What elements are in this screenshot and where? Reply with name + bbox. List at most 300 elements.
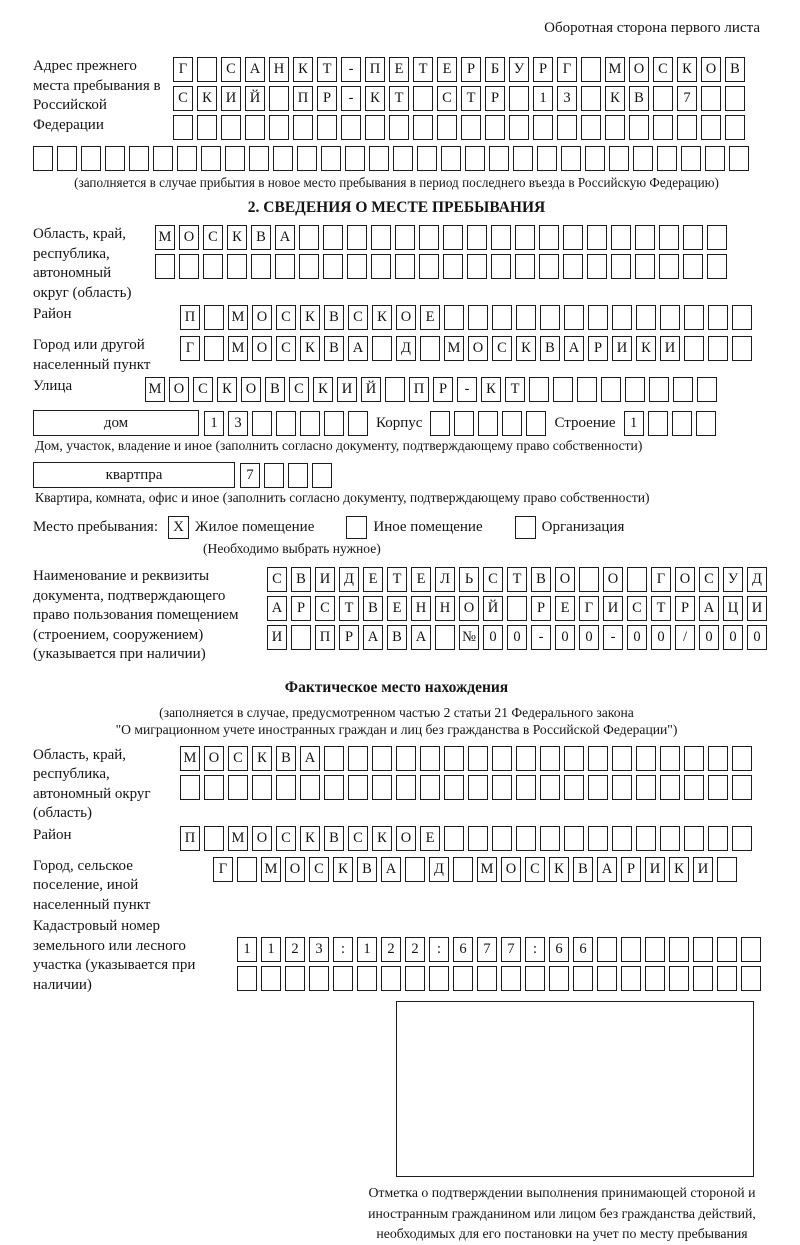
- char-cell: [553, 377, 573, 402]
- char-cell: Р: [291, 596, 311, 621]
- char-cell: [347, 225, 367, 250]
- region-block: [33, 225, 760, 303]
- char-cell: С: [437, 86, 457, 111]
- char-cell: [467, 254, 487, 279]
- char-cell: В: [387, 625, 407, 650]
- char-cell: [201, 146, 221, 171]
- char-cell: [660, 305, 680, 330]
- char-grid-row: [267, 567, 767, 592]
- char-cell: [516, 775, 536, 800]
- char-cell: [299, 225, 319, 250]
- street-label: Улица: [33, 378, 73, 394]
- char-cell: 1: [237, 937, 257, 962]
- char-cell: П: [365, 57, 385, 82]
- char-cell: [587, 254, 607, 279]
- char-cell: [323, 225, 343, 250]
- char-cell: Н: [411, 596, 431, 621]
- char-cell: [649, 377, 669, 402]
- street-block: [33, 377, 760, 406]
- char-cell: 0: [507, 625, 527, 650]
- char-cell: [725, 115, 745, 140]
- char-cell: А: [411, 625, 431, 650]
- char-cell: В: [363, 596, 383, 621]
- char-cell: [701, 86, 721, 111]
- char-cell: [237, 966, 257, 991]
- char-cell: И: [747, 596, 767, 621]
- char-cell: Г: [557, 57, 577, 82]
- char-cell: [516, 746, 536, 771]
- char-cell: [417, 146, 437, 171]
- char-cell: [605, 115, 625, 140]
- char-cell: [453, 966, 473, 991]
- char-cell: [341, 115, 361, 140]
- char-cell: [251, 254, 271, 279]
- prev-address-overflow-row: [33, 146, 760, 171]
- char-cell: [697, 377, 717, 402]
- korpus-label: Корпус: [376, 415, 423, 431]
- char-cell: С: [315, 596, 335, 621]
- char-cell: :: [429, 937, 449, 962]
- char-cell: Е: [420, 826, 440, 851]
- char-cell: С: [203, 225, 223, 250]
- stroenie-cells: [624, 411, 716, 436]
- apartment-caption: Квартира, комната, офис и иное (заполнить согласно документу, подтверждающему право собственности): [35, 490, 650, 505]
- char-cell: [526, 411, 546, 436]
- char-cell: К: [481, 377, 501, 402]
- char-cell: [708, 826, 728, 851]
- char-cell: [621, 937, 641, 962]
- char-cell: Г: [213, 857, 233, 882]
- confirmation-stamp-box: [396, 1001, 754, 1177]
- char-cell: С: [276, 305, 296, 330]
- char-cell: Н: [269, 57, 289, 82]
- char-cell: [492, 305, 512, 330]
- korpus-cells: [430, 411, 546, 436]
- char-cell: С: [309, 857, 329, 882]
- actual-district-label: Район: [33, 826, 72, 843]
- char-cell: [707, 225, 727, 250]
- char-cell: [501, 966, 521, 991]
- char-cell: [372, 336, 392, 361]
- char-cell: [453, 857, 473, 882]
- char-cell: С: [699, 567, 719, 592]
- char-cell: [725, 86, 745, 111]
- char-cell: [419, 254, 439, 279]
- char-grid-row: [173, 115, 760, 140]
- char-cell: К: [516, 336, 536, 361]
- char-cell: [693, 937, 713, 962]
- prev-address-caption: (заполняется в случае прибытия в новое место пребывания в период последнего въезда в Российскую Федерацию): [74, 175, 719, 190]
- char-cell: [609, 146, 629, 171]
- char-cell: [636, 746, 656, 771]
- char-cell: 2: [285, 937, 305, 962]
- char-grid-row: [267, 625, 767, 650]
- char-cell: [540, 305, 560, 330]
- char-cell: [659, 225, 679, 250]
- char-cell: [33, 146, 53, 171]
- char-cell: [405, 857, 425, 882]
- char-cell: [203, 254, 223, 279]
- char-cell: К: [293, 57, 313, 82]
- char-cell: [492, 775, 512, 800]
- char-cell: С: [221, 57, 241, 82]
- char-cell: К: [300, 305, 320, 330]
- char-cell: [491, 254, 511, 279]
- char-cell: О: [468, 336, 488, 361]
- char-cell: Й: [483, 596, 503, 621]
- char-cell: К: [605, 86, 625, 111]
- char-cell: [612, 775, 632, 800]
- char-cell: [732, 305, 752, 330]
- char-cell: [478, 411, 498, 436]
- char-cell: 7: [240, 463, 260, 488]
- char-cell: [717, 857, 737, 882]
- char-cell: [293, 115, 313, 140]
- char-cell: П: [409, 377, 429, 402]
- char-cell: 1: [533, 86, 553, 111]
- char-cell: С: [276, 826, 296, 851]
- char-cell: [300, 775, 320, 800]
- char-cell: [443, 254, 463, 279]
- char-cell: [509, 86, 529, 111]
- option-residential-label: Жилое помещение: [195, 519, 315, 535]
- char-cell: Д: [429, 857, 449, 882]
- char-cell: 7: [477, 937, 497, 962]
- char-cell: О: [675, 567, 695, 592]
- char-cell: К: [252, 746, 272, 771]
- char-cell: [348, 411, 368, 436]
- char-cell: [333, 966, 353, 991]
- char-cell: [454, 411, 474, 436]
- char-cell: В: [357, 857, 377, 882]
- stroenie-label: Строение: [554, 415, 616, 431]
- char-cell: [701, 115, 721, 140]
- char-cell: [708, 305, 728, 330]
- char-cell: Ц: [723, 596, 743, 621]
- char-cell: [435, 625, 455, 650]
- char-cell: Г: [651, 567, 671, 592]
- char-cell: -: [341, 57, 361, 82]
- prev-address-label: Адрес прежнего места пребывания в Российской Федерации: [33, 58, 161, 133]
- char-cell: [228, 775, 248, 800]
- char-cell: [684, 305, 704, 330]
- char-cell: [657, 146, 677, 171]
- char-cell: К: [300, 336, 320, 361]
- char-cell: 6: [549, 937, 569, 962]
- char-cell: К: [549, 857, 569, 882]
- char-cell: [669, 966, 689, 991]
- char-cell: [396, 746, 416, 771]
- char-cell: Р: [433, 377, 453, 402]
- char-cell: [502, 411, 522, 436]
- char-cell: И: [221, 86, 241, 111]
- district-block: [33, 305, 760, 334]
- char-cell: К: [333, 857, 353, 882]
- char-cell: Е: [387, 596, 407, 621]
- char-cell: В: [265, 377, 285, 402]
- char-cell: [348, 746, 368, 771]
- char-cell: О: [396, 305, 416, 330]
- house-type-box: дом: [33, 410, 199, 436]
- char-cell: [612, 305, 632, 330]
- char-cell: [627, 567, 647, 592]
- char-cell: -: [457, 377, 477, 402]
- char-grid-row: [267, 596, 767, 621]
- char-cell: О: [252, 826, 272, 851]
- char-cell: [444, 305, 464, 330]
- char-cell: [635, 254, 655, 279]
- char-cell: [465, 146, 485, 171]
- char-cell: Е: [389, 57, 409, 82]
- char-cell: [467, 225, 487, 250]
- char-cell: [405, 966, 425, 991]
- char-cell: Д: [747, 567, 767, 592]
- char-cell: С: [289, 377, 309, 402]
- char-cell: В: [291, 567, 311, 592]
- char-cell: 0: [627, 625, 647, 650]
- char-cell: К: [372, 305, 392, 330]
- char-cell: В: [573, 857, 593, 882]
- char-cell: Г: [579, 596, 599, 621]
- char-cell: О: [501, 857, 521, 882]
- stay-type-row: [33, 516, 760, 539]
- char-cell: 0: [699, 625, 719, 650]
- char-cell: [276, 411, 296, 436]
- char-cell: В: [324, 336, 344, 361]
- char-cell: Р: [339, 625, 359, 650]
- char-cell: [563, 225, 583, 250]
- char-cell: Т: [461, 86, 481, 111]
- cadastral-block: [33, 917, 760, 995]
- char-cell: М: [261, 857, 281, 882]
- actual-region-block: [33, 746, 760, 824]
- char-cell: [708, 336, 728, 361]
- char-cell: [492, 746, 512, 771]
- char-grid-row: [180, 746, 760, 771]
- char-grid-row: [155, 225, 760, 250]
- char-cell: [489, 146, 509, 171]
- char-cell: 0: [651, 625, 671, 650]
- char-grid-row: [213, 857, 760, 882]
- char-cell: А: [348, 336, 368, 361]
- char-cell: И: [660, 336, 680, 361]
- char-cell: Р: [317, 86, 337, 111]
- char-cell: [717, 937, 737, 962]
- char-cell: [468, 305, 488, 330]
- char-grid-row: [237, 937, 761, 962]
- stay-type-note: (Необходимо выбрать нужное): [203, 541, 381, 556]
- apartment-row: [33, 462, 760, 488]
- char-cell: :: [525, 937, 545, 962]
- char-cell: А: [363, 625, 383, 650]
- char-cell: 6: [453, 937, 473, 962]
- actual-location-title: Фактическое место нахождения: [284, 678, 509, 696]
- char-cell: Т: [505, 377, 525, 402]
- char-cell: И: [645, 857, 665, 882]
- char-cell: [372, 775, 392, 800]
- char-cell: [227, 254, 247, 279]
- char-cell: [732, 775, 752, 800]
- char-cell: [684, 826, 704, 851]
- char-cell: [443, 225, 463, 250]
- char-cell: [684, 336, 704, 361]
- char-cell: [204, 775, 224, 800]
- char-cell: А: [699, 596, 719, 621]
- char-cell: 0: [747, 625, 767, 650]
- char-grid-row: [180, 305, 760, 330]
- char-cell: П: [293, 86, 313, 111]
- char-cell: Г: [173, 57, 193, 82]
- char-cell: 1: [261, 937, 281, 962]
- document-block: [33, 567, 763, 665]
- char-cell: [684, 746, 704, 771]
- char-cell: [621, 966, 641, 991]
- char-cell: 1: [204, 411, 224, 436]
- char-cell: [321, 146, 341, 171]
- char-cell: М: [605, 57, 625, 82]
- char-cell: [291, 625, 311, 650]
- char-cell: [507, 596, 527, 621]
- char-cell: Т: [651, 596, 671, 621]
- prev-address-block: [33, 57, 760, 144]
- char-cell: С: [276, 336, 296, 361]
- char-cell: В: [629, 86, 649, 111]
- char-cell: [396, 775, 416, 800]
- char-cell: Т: [387, 567, 407, 592]
- char-cell: [561, 146, 581, 171]
- char-cell: 1: [357, 937, 377, 962]
- char-cell: [371, 225, 391, 250]
- char-cell: В: [276, 746, 296, 771]
- char-cell: К: [313, 377, 333, 402]
- char-cell: К: [217, 377, 237, 402]
- char-cell: [581, 115, 601, 140]
- char-cell: И: [337, 377, 357, 402]
- char-cell: М: [228, 336, 248, 361]
- char-cell: [588, 746, 608, 771]
- char-cell: О: [396, 826, 416, 851]
- char-cell: [660, 826, 680, 851]
- char-cell: [672, 411, 692, 436]
- char-cell: [653, 115, 673, 140]
- char-cell: [729, 146, 749, 171]
- char-cell: О: [179, 225, 199, 250]
- char-cell: [468, 826, 488, 851]
- char-grid-row: [173, 57, 760, 82]
- char-cell: [299, 254, 319, 279]
- char-cell: [597, 966, 617, 991]
- char-cell: [468, 746, 488, 771]
- house-number-cells: [204, 411, 368, 436]
- char-cell: [564, 826, 584, 851]
- char-cell: [225, 146, 245, 171]
- char-cell: С: [348, 305, 368, 330]
- city-block: [33, 336, 760, 375]
- char-cell: [252, 775, 272, 800]
- char-cell: М: [145, 377, 165, 402]
- prev-address-grid: [173, 57, 760, 144]
- char-cell: 0: [483, 625, 503, 650]
- actual-city-label: Город, сельское поселение, иной населенный пункт: [33, 857, 151, 913]
- char-cell: [395, 225, 415, 250]
- char-cell: О: [555, 567, 575, 592]
- char-cell: [588, 826, 608, 851]
- char-cell: Р: [621, 857, 641, 882]
- char-cell: 3: [309, 937, 329, 962]
- char-cell: И: [267, 625, 287, 650]
- char-cell: [573, 966, 593, 991]
- char-cell: [153, 146, 173, 171]
- char-cell: С: [173, 86, 193, 111]
- char-cell: [581, 57, 601, 82]
- char-cell: [597, 937, 617, 962]
- char-cell: И: [603, 596, 623, 621]
- char-cell: О: [603, 567, 623, 592]
- char-cell: -: [603, 625, 623, 650]
- char-cell: [441, 146, 461, 171]
- char-cell: С: [492, 336, 512, 361]
- char-cell: А: [267, 596, 287, 621]
- char-cell: 0: [723, 625, 743, 650]
- char-cell: [611, 254, 631, 279]
- char-cell: [588, 305, 608, 330]
- char-cell: [393, 146, 413, 171]
- char-cell: [252, 411, 272, 436]
- char-cell: 0: [555, 625, 575, 650]
- char-cell: Т: [339, 596, 359, 621]
- char-cell: О: [169, 377, 189, 402]
- option-organization-label: Организация: [541, 519, 625, 535]
- char-cell: В: [531, 567, 551, 592]
- char-cell: [581, 86, 601, 111]
- char-cell: [525, 966, 545, 991]
- char-cell: Р: [675, 596, 695, 621]
- char-cell: [485, 115, 505, 140]
- char-cell: И: [612, 336, 632, 361]
- char-cell: [444, 746, 464, 771]
- char-cell: Т: [389, 86, 409, 111]
- char-cell: М: [180, 746, 200, 771]
- char-cell: [177, 146, 197, 171]
- stamp-caption: Отметка о подтверждении выполнения принимающей стороной и иностранным гражданином или лицом без гражданства действий, необходимых для его постановки на учет по месту пребывания: [368, 1185, 756, 1242]
- char-cell: [371, 254, 391, 279]
- char-cell: [179, 254, 199, 279]
- char-cell: [645, 966, 665, 991]
- char-cell: [636, 305, 656, 330]
- char-cell: Р: [461, 57, 481, 82]
- char-cell: [741, 966, 761, 991]
- char-cell: [323, 254, 343, 279]
- char-cell: [204, 336, 224, 361]
- char-cell: [645, 937, 665, 962]
- char-cell: [288, 463, 308, 488]
- char-cell: [636, 826, 656, 851]
- char-grid-row: [155, 254, 760, 279]
- char-cell: [249, 146, 269, 171]
- char-cell: 2: [405, 937, 425, 962]
- char-cell: [629, 115, 649, 140]
- cadastral-grid: [237, 917, 761, 995]
- char-cell: -: [531, 625, 551, 650]
- char-cell: [429, 966, 449, 991]
- char-cell: Т: [507, 567, 527, 592]
- char-cell: [468, 775, 488, 800]
- cadastral-label: Кадастровый номер земельного или лесного участка (указывается при наличии): [33, 918, 196, 993]
- actual-city-block: [33, 857, 760, 916]
- char-cell: [540, 826, 560, 851]
- char-cell: О: [252, 336, 272, 361]
- region-label: Область, край, республика, автономный округ (область): [33, 226, 132, 301]
